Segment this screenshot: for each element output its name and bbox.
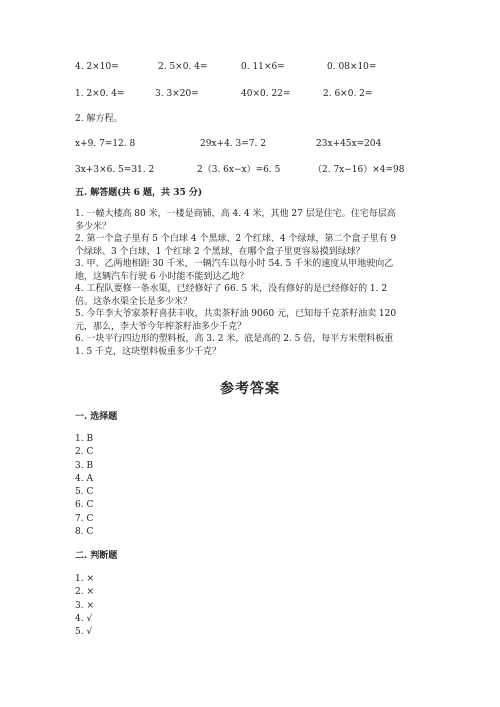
equation-item: 3x+3×6. 5=31. 2 xyxy=(75,165,155,175)
problem-line: 1. 5 千克，这块塑料板重多少千克？ xyxy=(75,346,222,357)
word-problems xyxy=(75,208,420,358)
equation-item: 2（3. 6x−x）=6. 5 xyxy=(197,165,281,175)
calc-item: 3. 3×20= xyxy=(155,89,199,99)
problem-line: 3. 甲、乙两地相距 30 千米，一辆汽车以每小时 54. 5 千米的速度从甲地驶向乙 xyxy=(75,259,394,269)
calc-item: 4. 2×10= xyxy=(75,62,119,72)
equation-item: x+9. 7=12. 8 xyxy=(75,139,136,149)
problem-line: 5. 今年李大爷家茶籽喜获丰收，共卖茶籽油 9060 元，已知每千克茶籽油卖 120 xyxy=(75,309,397,319)
list-item: 1. B xyxy=(75,434,94,444)
problem-line: 2. 第一个盒子里有 5 个白球 4 个黑球、2 个红球、4 个绿球，第二个盒子里有 9 xyxy=(75,234,397,244)
problem-line: 6. 一块平行四边形的塑料板，高 3. 2 米，底是高的 2. 5 倍，每平方米塑料板重 xyxy=(75,334,394,344)
calc-item: 2. 6×0. 2= xyxy=(323,89,373,99)
choice-answer-list xyxy=(75,433,93,539)
list-item: 2. C xyxy=(75,447,94,458)
list-item: 8. C xyxy=(75,527,94,538)
list-item: 4. √ xyxy=(75,613,93,624)
calc-item: 0. 11×6= xyxy=(241,62,285,72)
list-item: 1. × xyxy=(75,574,94,584)
judge-heading: 二. 判断题 xyxy=(75,551,118,561)
judge-answer-list xyxy=(75,573,94,639)
calc-item: 2. 5×0. 4= xyxy=(158,62,208,72)
equation-item: 23x+45x=204 xyxy=(316,139,382,149)
calc-item: 1. 2×0. 4= xyxy=(75,89,125,99)
problem-line: 4. 工程队要修一条水渠，已经修好了 66. 5 米，没有修好的是已经修好的 1. 2 xyxy=(75,284,388,294)
problem-line: 地，这辆汽车行驶 6 小时能不能到达乙地？ xyxy=(75,271,249,282)
list-item: 6. C xyxy=(75,500,94,511)
calc-item: 0. 08×10= xyxy=(327,62,377,72)
list-item: 7. C xyxy=(75,513,94,524)
problem-line: 倍。这条水渠全长是多少米？ xyxy=(75,296,193,307)
equation-item: （2. 7x−16）×4=98 xyxy=(313,165,405,175)
list-item: 3. B xyxy=(75,460,94,471)
list-item: 4. A xyxy=(75,473,93,484)
calc-item: 40×0. 22= xyxy=(241,89,291,99)
equation-item: 29x+4. 3=7. 2 xyxy=(200,139,266,149)
list-item: 2. × xyxy=(75,587,94,598)
choice-heading: 一. 选择题 xyxy=(75,412,118,422)
equation-heading: 2. 解方程。 xyxy=(75,114,123,124)
problem-line: 多少米？ xyxy=(75,221,112,232)
list-item: 5. √ xyxy=(75,627,93,638)
answer-title: 参考答案 xyxy=(220,381,280,397)
section-heading: 五. 解答题(共 6 题，共 35 分) xyxy=(75,188,203,198)
list-item: 3. × xyxy=(75,600,94,611)
list-item: 5. C xyxy=(75,487,94,498)
problem-line: 元，那么，李大爷今年榨茶籽油多少千克？ xyxy=(75,321,247,332)
problem-line: 个绿球、3 个白球、1 个红球 2 个黑球，在哪个盒子里更容易摸到绿球？ xyxy=(75,246,365,257)
problem-line: 1. 一幢大楼高 80 米，一楼是商铺，高 4. 4 米，其他 27 层是住宅。住宅每层高 xyxy=(75,209,396,219)
